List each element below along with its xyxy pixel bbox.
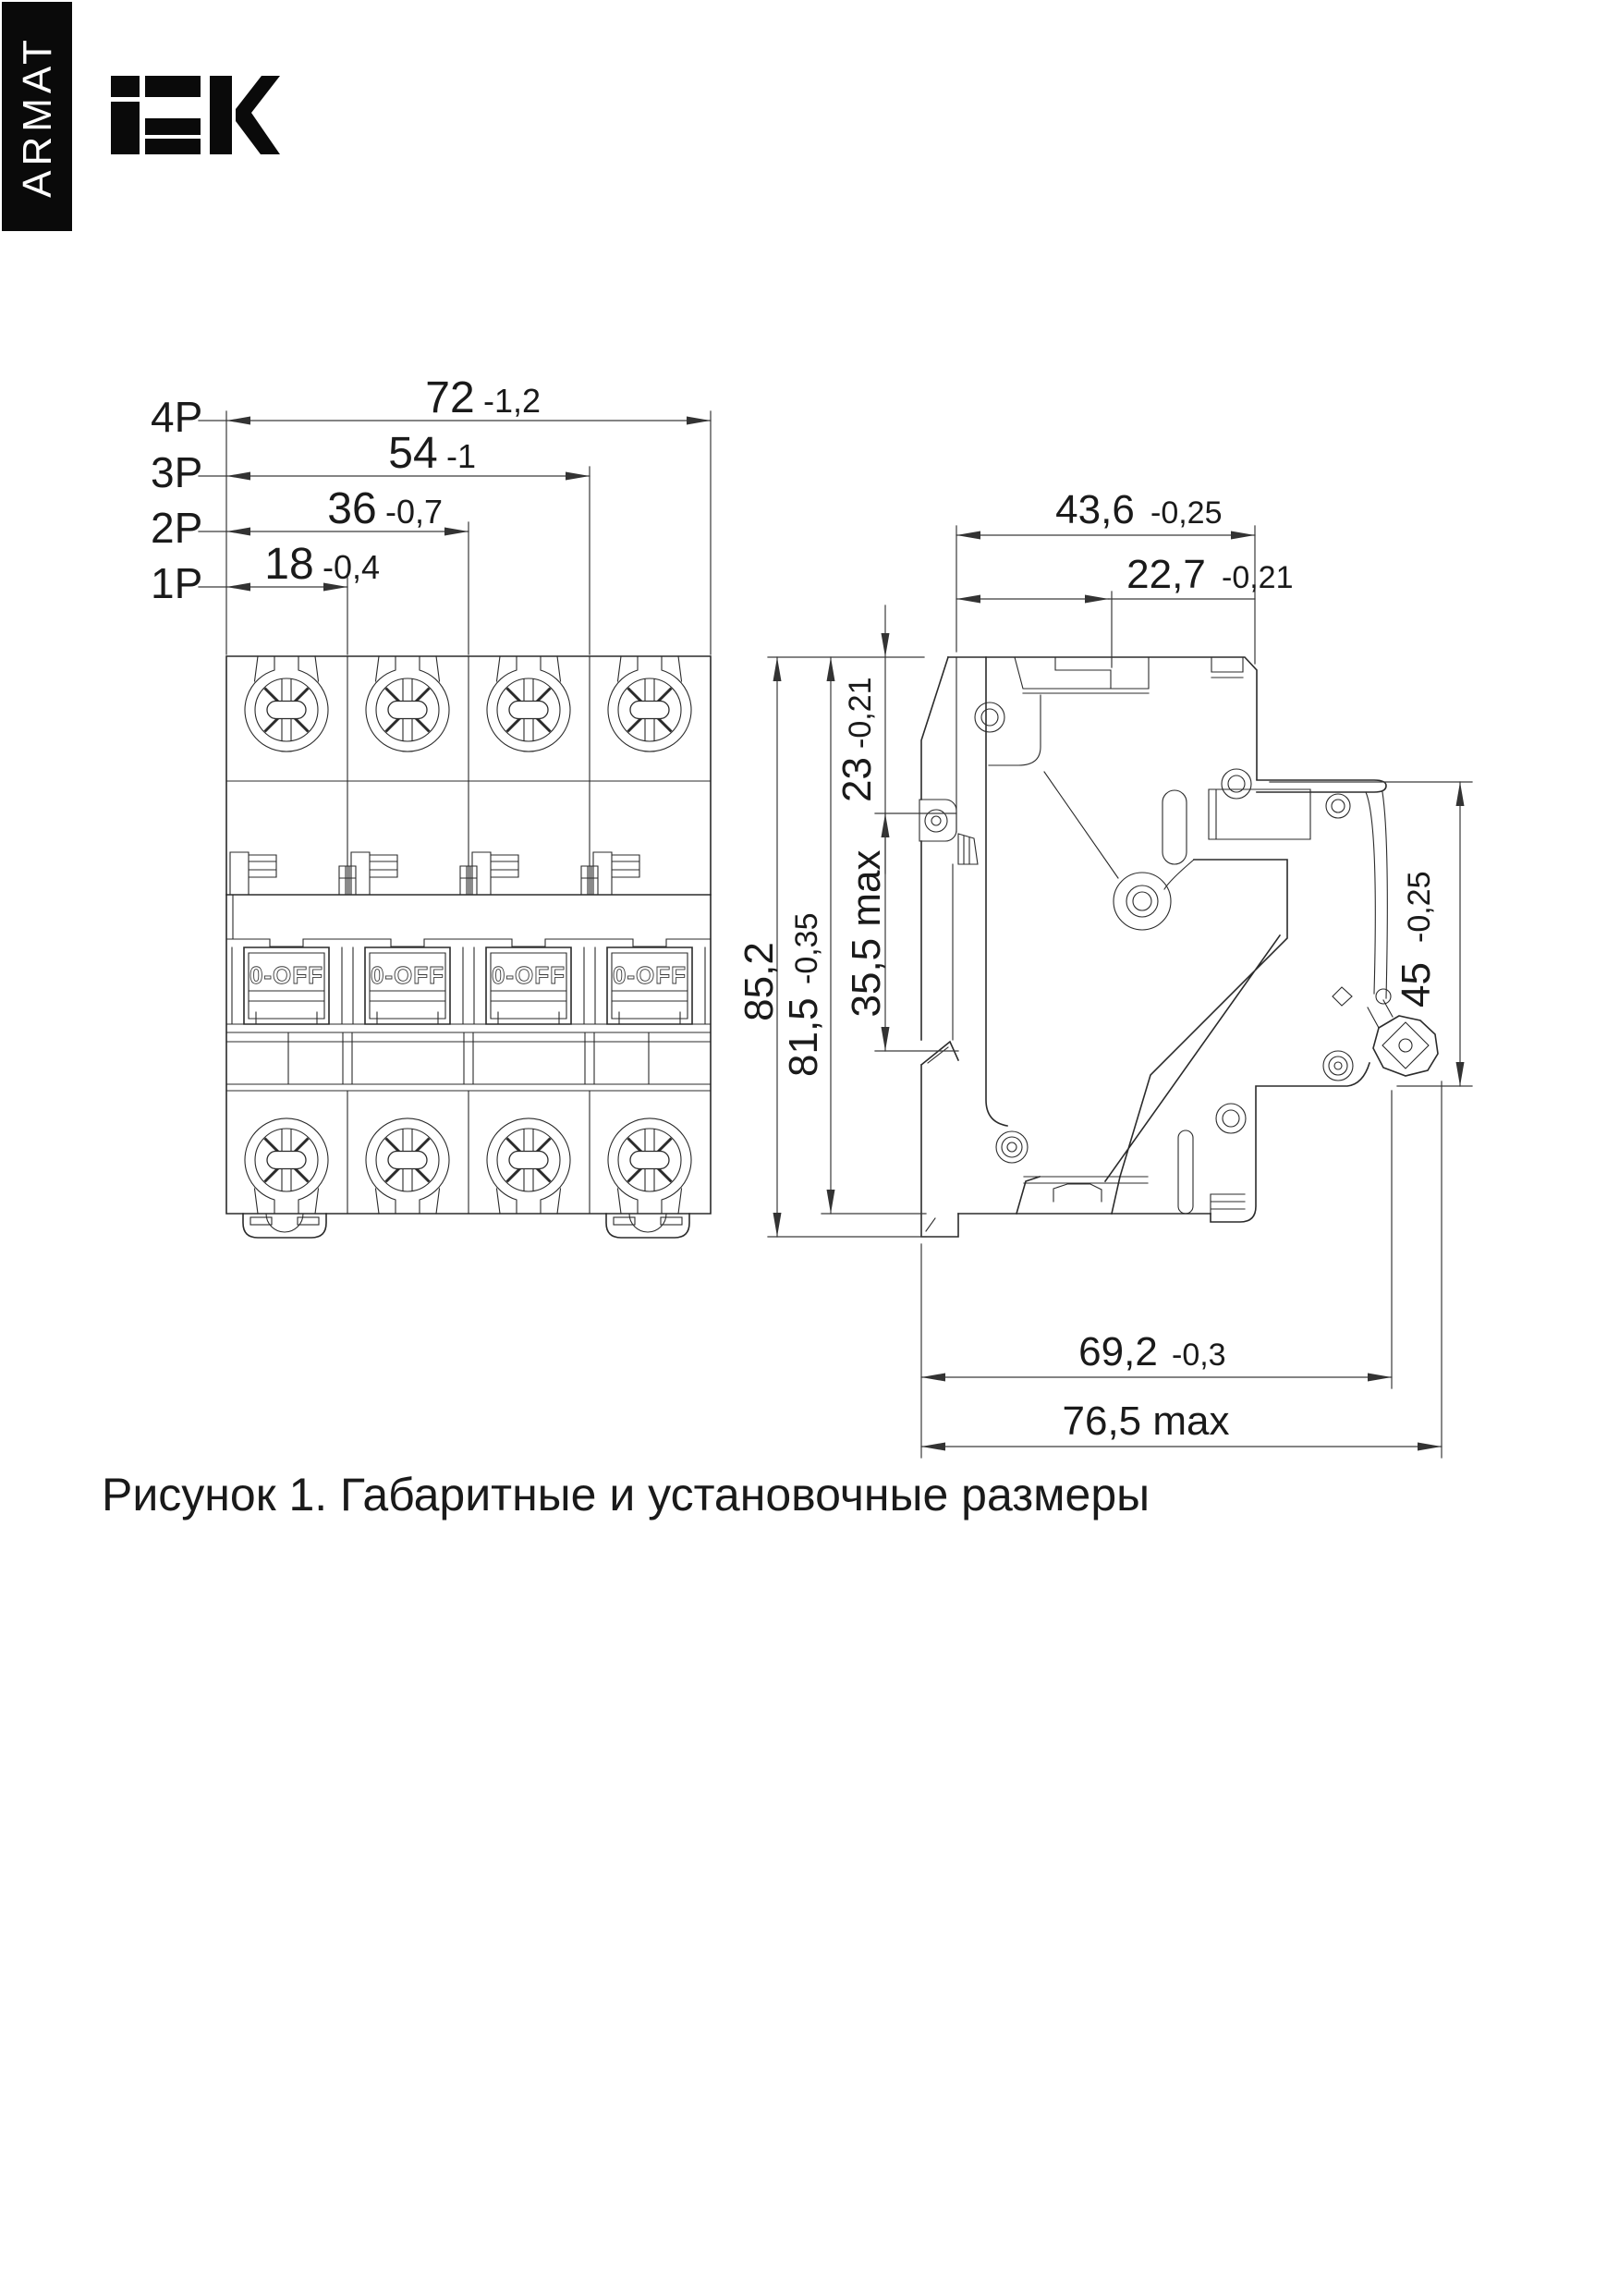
front-view bbox=[226, 656, 711, 1238]
side-left-hook-and-lip bbox=[921, 1042, 958, 1237]
toggle-switch-label-1[interactable]: 0-OFF bbox=[249, 961, 324, 989]
dim-value: 18 bbox=[264, 540, 314, 589]
top-recess bbox=[1015, 657, 1149, 693]
toggle-switch-label-4[interactable]: 0-OFF bbox=[612, 961, 688, 989]
dim-value: 72 bbox=[425, 373, 475, 422]
brand-sidebar bbox=[2, 2, 72, 231]
dim-value: 22,7 bbox=[1126, 552, 1206, 597]
side-left-edge bbox=[921, 657, 948, 1040]
dim-tolerance: -0,4 bbox=[323, 548, 381, 586]
dim-value: 23 bbox=[834, 757, 880, 802]
dim-depth-top bbox=[834, 605, 885, 873]
terminal-screw-bottom-2 bbox=[366, 1118, 449, 1214]
pole-dividers bbox=[233, 656, 590, 1214]
din-tooth bbox=[958, 834, 978, 864]
pole-count-label: 3P bbox=[151, 448, 203, 496]
pole-clips bbox=[230, 852, 639, 895]
logo-i-dot bbox=[111, 76, 140, 97]
dim-value: 81,5 bbox=[781, 997, 826, 1077]
rail-seat bbox=[1211, 1063, 1369, 1222]
dim-width-inner bbox=[956, 552, 1294, 667]
right-inner-profile bbox=[1105, 860, 1287, 1181]
toggle-switch-label-3[interactable]: 0-OFF bbox=[491, 961, 566, 989]
diamond-cutout bbox=[1333, 987, 1352, 1006]
terminal-screw-bottom-1 bbox=[245, 1118, 328, 1214]
dim-depth-max bbox=[921, 1398, 1442, 1447]
dim-tolerance: -0,7 bbox=[385, 493, 444, 531]
logo-e-top-bar bbox=[145, 76, 201, 97]
slot-upper bbox=[1163, 790, 1187, 864]
ear-hole-inner bbox=[931, 816, 941, 825]
dim-height-body bbox=[781, 657, 831, 1214]
dim-recess bbox=[844, 813, 889, 1051]
mounting-tab-right bbox=[606, 1214, 689, 1238]
dim-value: 43,6 bbox=[1055, 487, 1135, 532]
extension-lines bbox=[956, 526, 1255, 664]
dim-depth-body bbox=[921, 1329, 1392, 1377]
pole-count-label: 1P bbox=[151, 559, 203, 607]
dim-tolerance: -0,35 bbox=[789, 912, 824, 984]
dim-tolerance: -0,25 bbox=[1150, 495, 1223, 531]
hook-detail-lines bbox=[926, 1047, 948, 1231]
logo-k-arms bbox=[236, 76, 280, 154]
dim-tolerance: -0,3 bbox=[1172, 1337, 1226, 1373]
label-plate bbox=[1209, 789, 1310, 839]
latch-spring-arm bbox=[1366, 792, 1393, 1028]
terminal-screw-top-4 bbox=[608, 656, 691, 751]
terminal-screw-bottom-4 bbox=[608, 1118, 691, 1214]
dim-value: 69,2 bbox=[1078, 1329, 1158, 1374]
latch-pin-hole bbox=[1376, 989, 1391, 1004]
latch-foot-square bbox=[1382, 1022, 1429, 1069]
logo-k-stem bbox=[210, 76, 232, 154]
logo-e-bottom-bar bbox=[145, 139, 201, 154]
dim-tolerance: -0,25 bbox=[1402, 871, 1437, 943]
mechanism-lines bbox=[1044, 772, 1194, 889]
mounting-tab-left bbox=[243, 1214, 326, 1238]
dim-rail bbox=[1270, 782, 1472, 1086]
front-face-lines bbox=[953, 657, 956, 1040]
dim-tolerance: -1,2 bbox=[483, 382, 542, 420]
brand-sidebar-label: ARMAT bbox=[15, 35, 60, 198]
front-view-dimensions bbox=[151, 373, 711, 654]
side-view-dimensions bbox=[736, 487, 1472, 1458]
pole-count-label: 4P bbox=[151, 393, 203, 441]
terminal-screw-top-2 bbox=[366, 656, 449, 751]
dim-tolerance: -0,21 bbox=[843, 677, 878, 749]
dim-tolerance: -1 bbox=[446, 437, 477, 475]
front-section-divider bbox=[986, 657, 1007, 1126]
logo-i-stem bbox=[111, 102, 140, 154]
dim-tolerance: -0,21 bbox=[1222, 560, 1294, 595]
logo-e-mid-bar bbox=[145, 118, 201, 135]
extension-lines bbox=[1270, 782, 1472, 1086]
dim-value: 45 bbox=[1394, 962, 1439, 1008]
dim-value: 85,2 bbox=[736, 942, 782, 1021]
toggle-switch-label-2[interactable]: 0-OFF bbox=[370, 961, 445, 989]
side-view bbox=[919, 657, 1438, 1237]
figure-caption: Рисунок 1. Габаритные и установочные размеры bbox=[102, 1469, 1150, 1520]
side-top-edge bbox=[948, 657, 1257, 779]
dim-width-top bbox=[956, 487, 1255, 664]
top-rail-notch bbox=[1211, 657, 1243, 678]
din-bar-details bbox=[288, 1032, 649, 1084]
clip-boot-detail bbox=[1024, 1177, 1148, 1202]
iek-logo bbox=[111, 76, 280, 154]
dim-value: 35,5 max bbox=[844, 849, 889, 1018]
rivets bbox=[975, 702, 1353, 1163]
terminal-screw-bottom-3 bbox=[487, 1118, 570, 1214]
extension-lines bbox=[1109, 592, 1255, 667]
pole-count-label: 2P bbox=[151, 504, 203, 552]
clip-end-detail bbox=[1211, 1194, 1245, 1214]
dim-value: 54 bbox=[388, 429, 438, 478]
clip-boot bbox=[1016, 1177, 1120, 1214]
terminal-screw-top-1 bbox=[245, 656, 328, 751]
dim-value: 36 bbox=[327, 484, 377, 533]
slot-lower bbox=[1178, 1130, 1193, 1214]
dim-height-total bbox=[736, 657, 782, 1237]
latch-foot-hole bbox=[1399, 1039, 1412, 1052]
terminal-screw-top-3 bbox=[487, 656, 570, 751]
dim-value: 76,5 max bbox=[1062, 1398, 1230, 1444]
front-center-bar-bottom bbox=[226, 939, 711, 946]
